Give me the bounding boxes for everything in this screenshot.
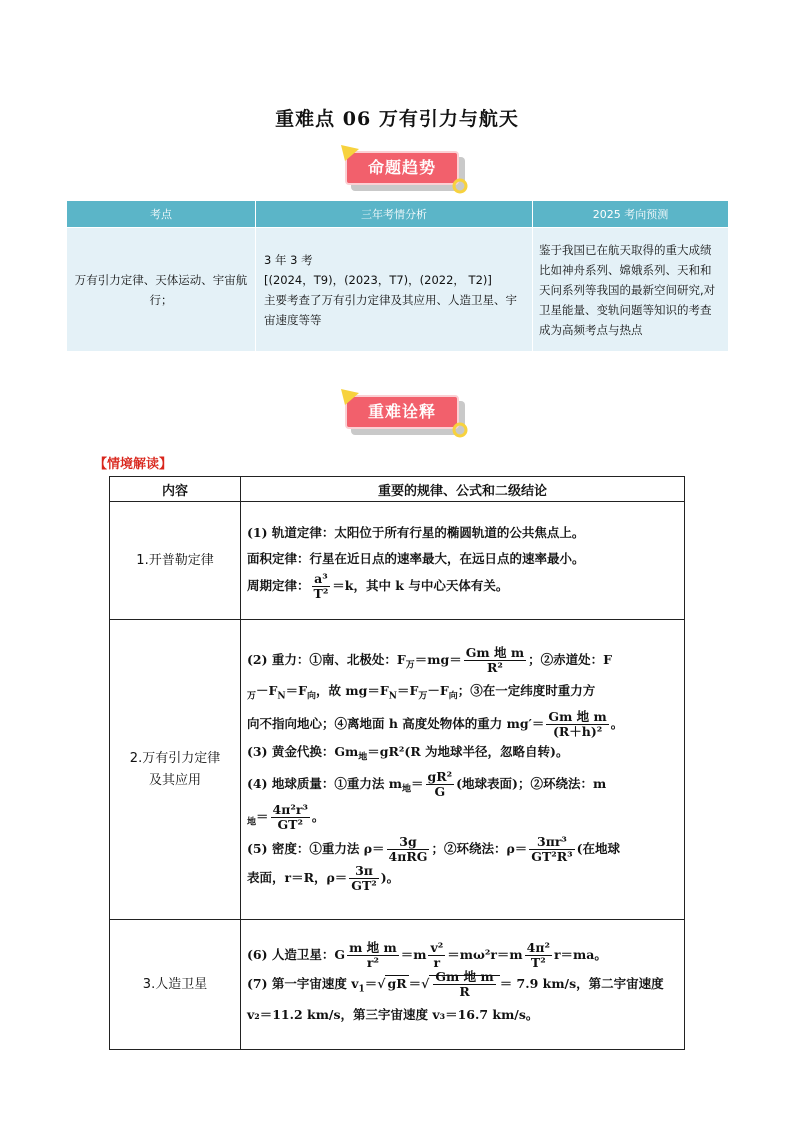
kepler-area-law: 面积定律：行星在近日点的速率最大，在远日点的速率最小。 — [247, 551, 585, 566]
row2-content — [241, 620, 685, 920]
kepler-period-law: 周期定律： $\frac{\text{a³}}{\text{T²}}$ ＝k，其中 k 与中心天体有关。 — [247, 571, 509, 601]
trend-banner — [345, 151, 467, 191]
flag-icon — [341, 389, 361, 409]
page-title: 重难点 06 万有引力与航天 — [275, 108, 519, 130]
row1-content — [241, 502, 685, 620]
kepler-orbit-law: (1) 轨道定律：太阳位于所有行星的椭圆轨道的公共焦点上。 — [247, 525, 585, 540]
density-surface: 表面，r＝R，ρ＝ $\frac{3\pi}{\text{GT²}}$ )。 — [247, 863, 400, 894]
second-third-cosmic-velocity: v₂＝11.2 km/s，第三宇宙速度 v₃＝16.7 km/s。 — [247, 1007, 539, 1023]
gravity-equator: $_万-F_N=F_向$，故 $mg=F_N=F_万-F_向$；③在一定纬度时重力方 — [247, 683, 596, 702]
explain-banner — [345, 395, 467, 435]
law-table — [109, 476, 685, 1050]
row3-content — [241, 920, 685, 1050]
law-header-right: 重要的规律、公式和二级结论 — [241, 477, 685, 502]
analysis-summary: 主要考查了万有引力定律及其应用、人造卫星、宇宙速度等等 — [264, 292, 517, 327]
row1-label: 1.开普勒定律 — [110, 502, 241, 620]
trend-header-analysis: 三年考情分析 — [256, 201, 533, 228]
trend-table — [66, 200, 729, 352]
trend-analysis-cell — [256, 228, 533, 352]
trend-topic-cell: 万有引力定律、天体运动、宇宙航行； — [67, 228, 256, 352]
section-label: 【情境解读】 — [94, 457, 173, 472]
law-header-left: 内容 — [110, 477, 241, 502]
explain-banner-label: 重难诠释 — [345, 395, 459, 429]
trend-forecast-cell: 鉴于我国已在航天取得的重大成绩比如神舟系列、嫦娥系列、天和和天问系列等我国的最新空间研究,对卫星能量、变轨问题等知识的考查成为高频考点与热点 — [533, 228, 729, 352]
density: (5) 密度：①重力法 ρ＝ $\frac{3g}{\text{4πRG}}$ ；②环绕法：ρ＝ $\frac{\text{3πr³}}{\text{GT²R³}}$ (在地球 — [247, 834, 621, 865]
flag-icon — [341, 145, 361, 165]
earth-mass: (4) 地球质量：①重力法 $m_地=$ $\frac{\text{gR²}}{G}$ (地球表面)；②环绕法：m — [247, 769, 607, 800]
ring-icon — [451, 421, 469, 439]
analysis-count: 3 年 3 考 — [264, 252, 313, 267]
trend-header-topic: 考点 — [67, 201, 256, 228]
trend-banner-label: 命题趋势 — [345, 151, 459, 185]
gravity-poles: (2) 重力：①南、北极处：$F_万=mg=$ $\frac{\text{Gm 地 m}}{\text{R²}}$ ；②赤道处：F — [247, 644, 612, 675]
trend-header-forecast: 2025 考向预测 — [533, 201, 729, 228]
row2-label: 2.万有引力定律 及其应用 — [110, 620, 241, 920]
row3-label: 3.人造卫星 — [110, 920, 241, 1050]
ring-icon — [451, 177, 469, 195]
analysis-years: [(2024，T9)，(2023，T7)，(2022， T2)] — [264, 272, 492, 287]
golden-substitution: (3) 黄金代换：$Gm_地=gR^2(R$ 为地球半径，忽略自转)。 — [247, 743, 569, 763]
first-cosmic-velocity: (7) 第一宇宙速度 $v_1=√$ gR ＝√ $\frac{\text{Gm 地 m}}{R}$ ＝ 7.9 km/s，第二宇宙速度 — [247, 968, 664, 999]
gravity-height: 向不指向地心；④离地面 h 高度处物体的重力 mg′＝ $\frac{\text{Gm 地 m}}{\text{(R＋h)²}}$ 。 — [247, 708, 624, 739]
satellite-equation: (6) 人造卫星：G $\frac{\text{m 地 m}}{\text{r²}}$ ＝m $\frac{\text{v²}}{r}$ ＝mω²r＝m $\frac{\text{4π²}}{\text{T²}}$ r＝ma。 — [247, 939, 607, 970]
earth-mass-orbit: $_地$＝ $\frac{\text{4π²r³}}{\text{GT²}}$ 。 — [247, 801, 325, 832]
